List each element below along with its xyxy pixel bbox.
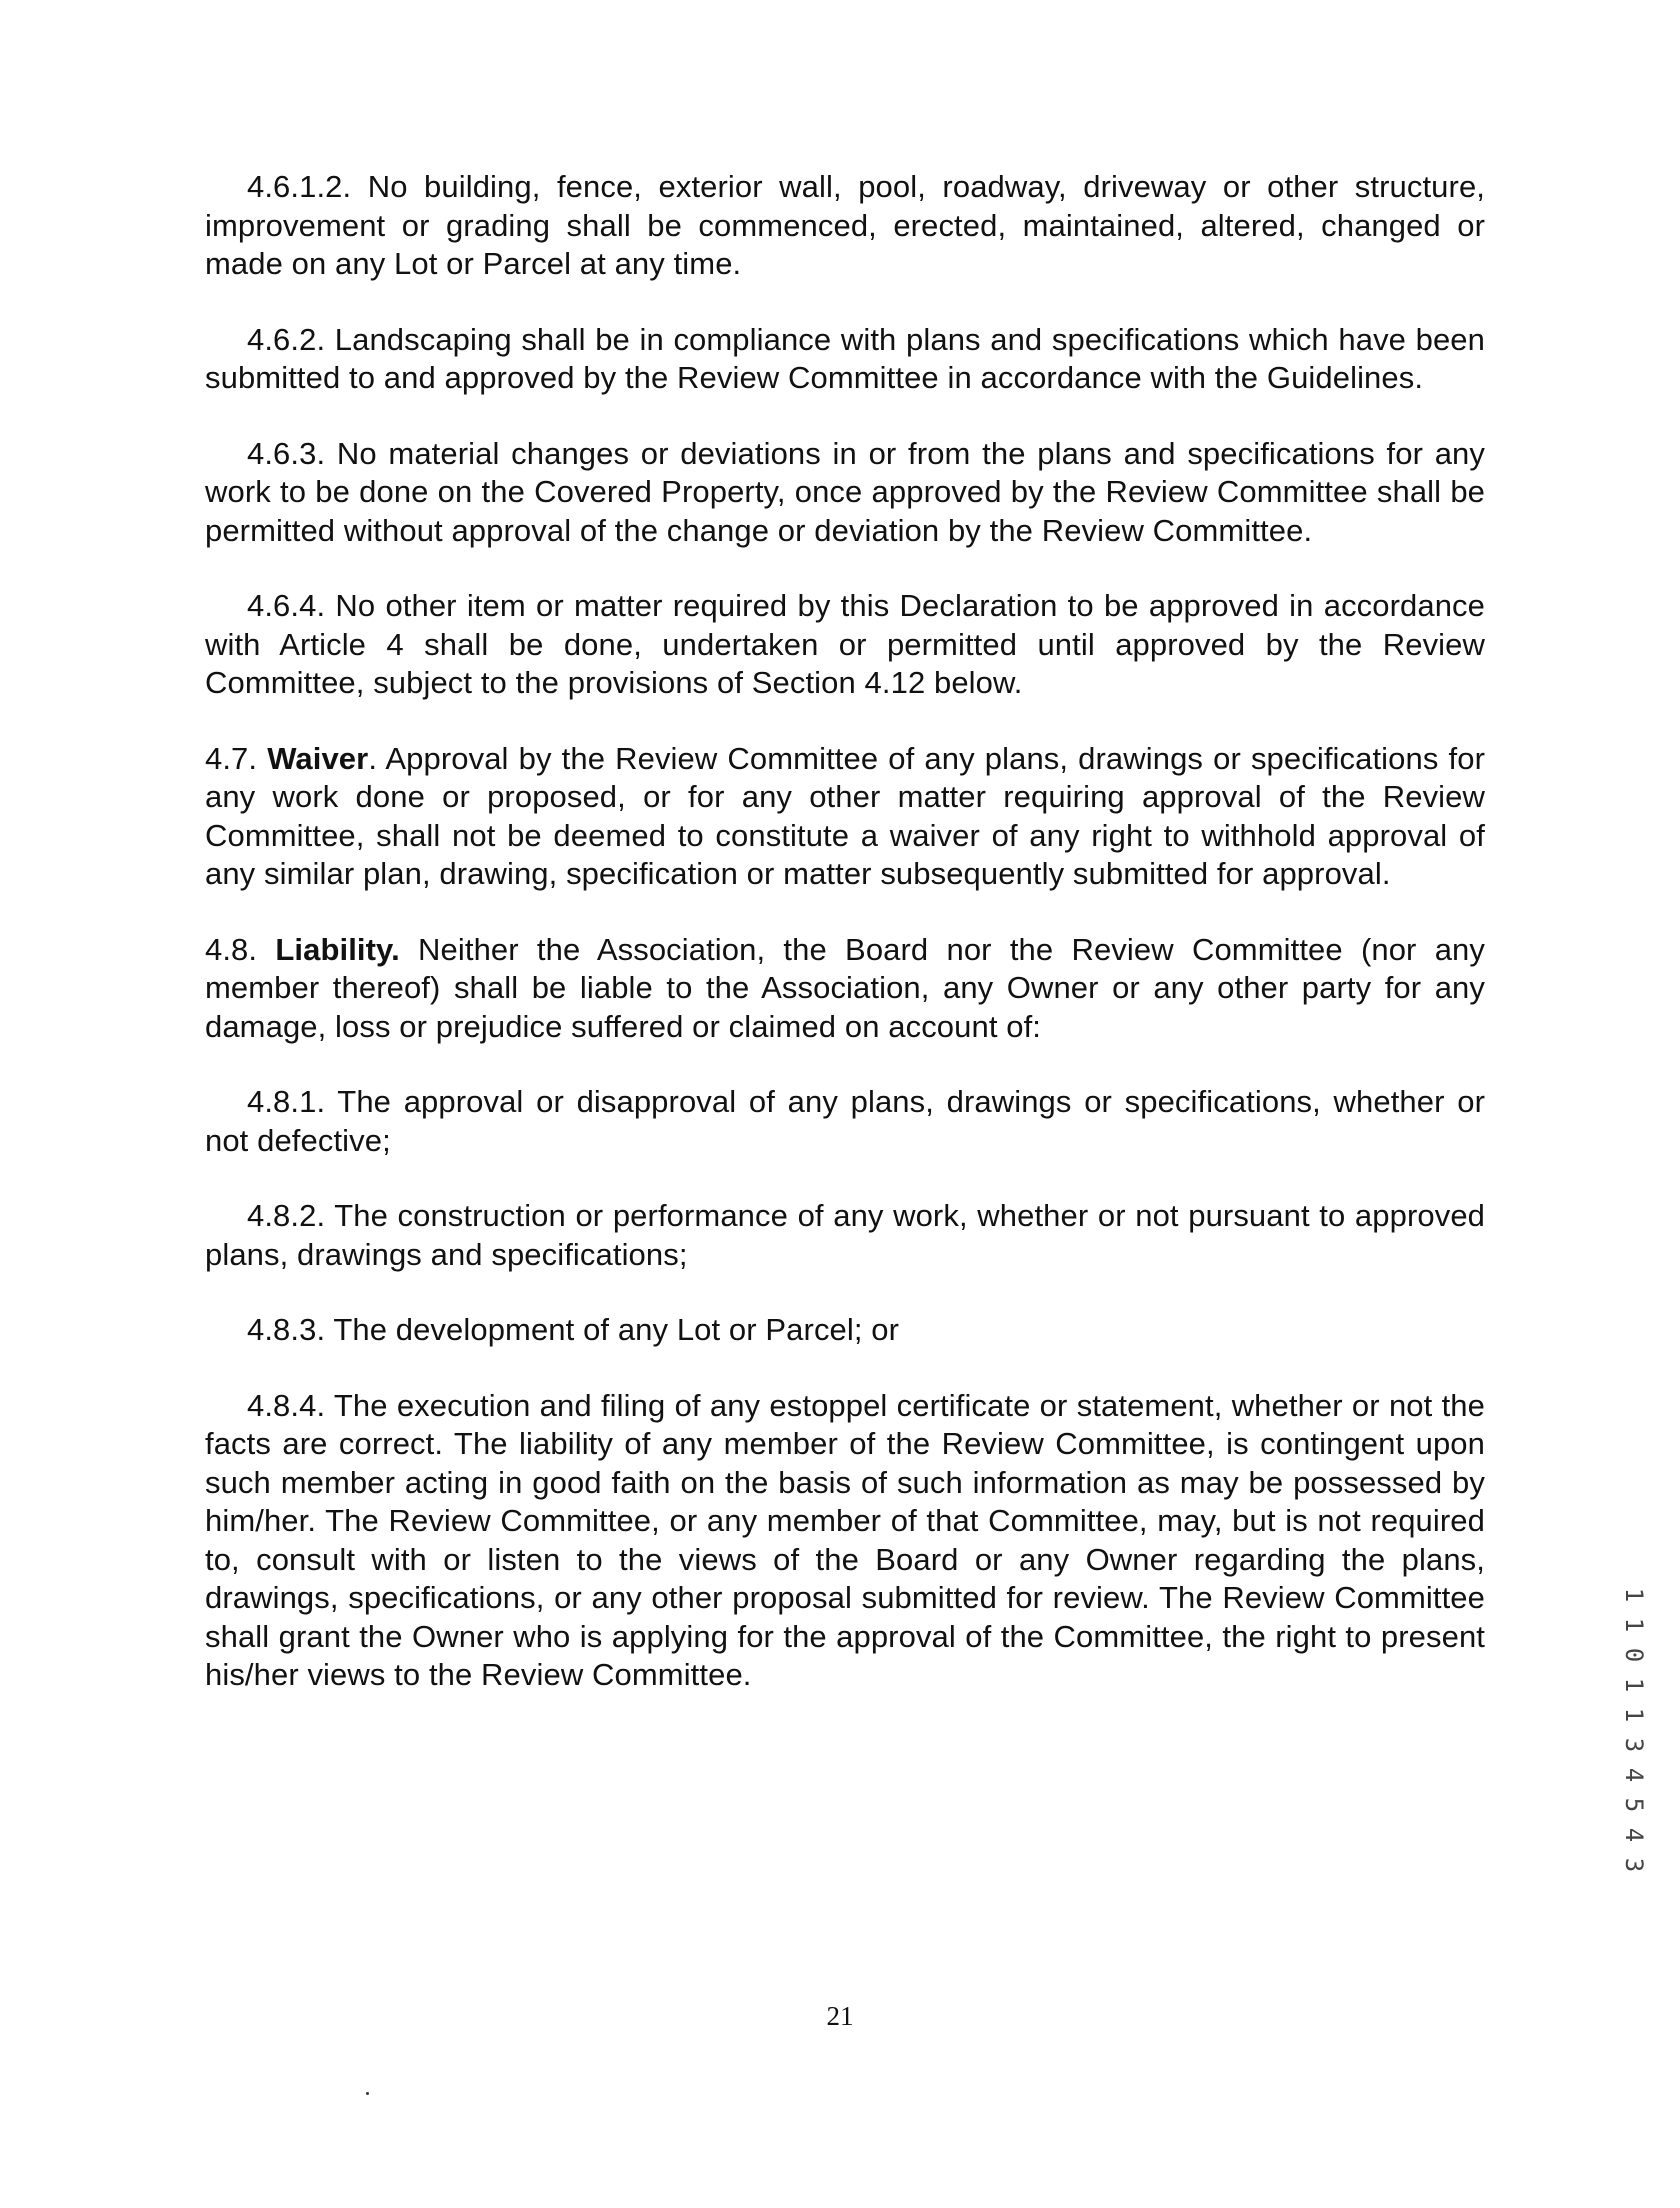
margin-stamp-digit: 1 <box>1619 1707 1648 1723</box>
margin-stamp-digit: 1 <box>1619 1617 1648 1633</box>
document-body <box>205 168 1485 1732</box>
margin-stamp-digit: 1 <box>1619 1677 1648 1693</box>
margin-stamp-digit: 1 <box>1619 1587 1648 1603</box>
margin-stamp-digit: 4 <box>1619 1767 1648 1783</box>
section-body: . Approval by the Review Committee of any plans, drawings or specifications for any work done or proposed, or for any other matter requiring approval of the Review Committee, shall not be deemed to constitute a waiver of any right to withhold approval of any similar plan, drawing, specification or matter subsequently submitted for approval. <box>205 740 1485 891</box>
paragraph-4-8-3: 4.8.3. The development of any Lot or Parcel; or <box>247 1312 900 1347</box>
margin-stamp-digit: 4 <box>1619 1827 1648 1843</box>
paragraph-4-8-1: 4.8.1. The approval or disapproval of any plans, drawings or specifications, whether or not defective; <box>205 1084 1485 1158</box>
paragraph-4-6-1-2: 4.6.1.2. No building, fence, exterior wall, pool, roadway, driveway or other structure, improvement or grading shall be commenced, erected, maintained, altered, changed or made on any Lot or Parcel at any time. <box>205 169 1485 281</box>
paragraph-4-8-2: 4.8.2. The construction or performance of any work, whether or not pursuant to approved plans, drawings and specifications; <box>205 1198 1485 1272</box>
margin-stamp-digit: 5 <box>1619 1797 1648 1813</box>
section-number: 4.7. <box>205 740 258 776</box>
paragraph-4-7 <box>205 740 1485 894</box>
section-body: Neither the Association, the Board nor the Review Committee (nor any member thereof) shall be liable to the Association, any Owner or any other party for any damage, loss or prejudice suffered or claimed on account of: <box>205 931 1486 1044</box>
section-number: 4.8. <box>205 931 258 967</box>
scan-speck <box>366 2092 369 2095</box>
margin-document-number <box>1614 1580 1654 1880</box>
margin-stamp-digit: 3 <box>1619 1737 1648 1753</box>
paragraph-4-6-4: 4.6.4. No other item or matter required by this Declaration to be approved in accordance with Article 4 shall be done, undertaken or permitted until approved by the Review Committee, subject to the provisions of Section 4.12 below. <box>205 588 1485 700</box>
margin-stamp-digit: 3 <box>1619 1857 1648 1873</box>
page-number: 21 <box>826 2001 854 2031</box>
paragraph-4-6-2: 4.6.2. Landscaping shall be in compliance with plans and specifications which have been submitted to and approved by the Review Committee in accordance with the Guidelines. <box>205 321 1485 395</box>
paragraph-4-8-4: 4.8.4. The execution and filing of any estoppel certificate or statement, whether or not the facts are correct. The liability of any member of the Review Committee, is contingent upon such member acting in good faith on the basis of such information as may be possessed by him/her. The Review Committee, or any member of that Committee, may, but is not required to, consult with or listen to the views of the Board or any Owner regarding the plans, drawings, specifications, or any other proposal submitted for review. The Review Committee shall grant the Owner who is applying for the approval of the Committee, the right to present his/her views to the Review Committee. <box>205 1387 1485 1692</box>
section-heading-liability: Liability. <box>275 931 400 967</box>
paragraph-4-8 <box>205 931 1485 1047</box>
section-heading-waiver: Waiver <box>267 740 369 776</box>
paragraph-4-6-3: 4.6.3. No material changes or deviations in or from the plans and specifications for any work to be done on the Covered Property, once approved by the Review Committee shall be permitted without approval of the change or deviation by the Review Committee. <box>205 435 1485 548</box>
margin-stamp-digit: 0 <box>1619 1647 1648 1663</box>
